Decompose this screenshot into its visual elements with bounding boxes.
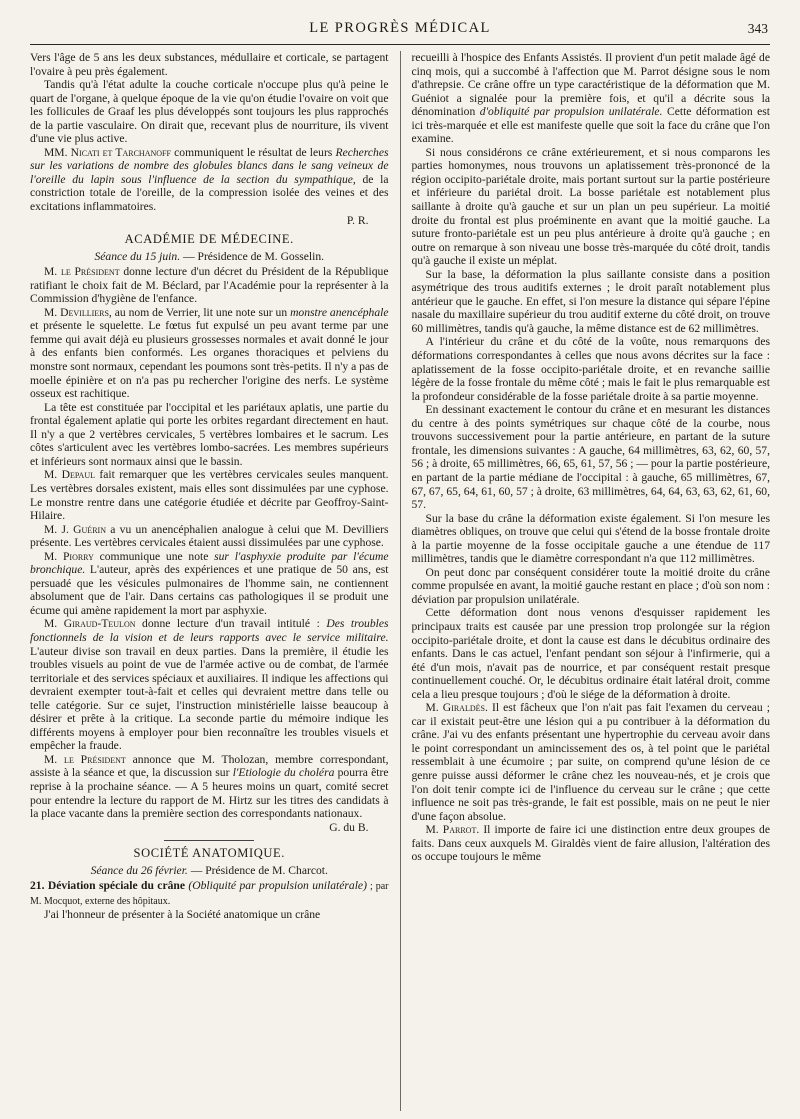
work-title: Recherches sur les variations de nombre des globules blancs dans le sang veineux de l'oreille du lapin sous l'influence de la section du sympathique, — [30, 145, 389, 186]
text: annonce que M. Tholozan, membre correspondant, assiste à la séance et que, la discussion sur — [30, 752, 389, 780]
speaker-name: M. le Président — [44, 752, 126, 766]
article-heading — [30, 879, 389, 908]
speaker-name: M. Giraldès. — [425, 701, 488, 715]
emphasis: d'obliquité par propulsion unilatérale. — [479, 105, 663, 119]
seance-date: Séance du 26 février. — [90, 863, 188, 877]
text: recueilli à l'hospice des Enfants Assistés. Il provient d'un petit malade âgé de cinq mois, qui a succombé à l'affection que M. Parrot désigne sous le nom d'athrepsie. Ce crâne offre un type caractéristique de la déformation que M. Guéniot a signalée pour la première fois, et qu'il a décrite sous la dénomination — [411, 51, 770, 119]
running-header — [30, 20, 770, 45]
page-number: 343 — [747, 21, 768, 36]
article-author: ; par M. Mocquot, externe des hôpitaux. — [30, 881, 389, 907]
text: L'auteur, après des expériences et une pratique de 50 ans, est persuadé que les vésicules pulmonaires de l'homme sain, ne contiennent absolument que de l'air. Dans certains cas pathologiques il se produit une écume qui amène rapidement la mort par asphyxie. — [30, 563, 389, 617]
paragraph — [30, 617, 389, 752]
speaker-name: M. Parrot. — [425, 823, 480, 837]
text: communiquent le résultat de leurs — [170, 145, 336, 159]
emphasis: l'Etiologie du choléra — [232, 766, 335, 780]
author-name: MM. Nicati et Tarchanoff — [44, 145, 171, 159]
paragraph: Si nous considérons ce crâne extérieurement, et si nous comparons les parties homonymes, nous trouvons un aplatissement très-prononcé de la région occipito-pariétale droite, mais portant surtout sur la partie postérieure et inférieure du pariétal droit. La bosse pariétale est notablement plus saillante à droite qu'à gauche et sur un plan un peu supérieur. La moitié droite du frontal est plus proéminente en avant que la moitié gauche. La suture fronto-pariétale est un peu plus antérieure à droite qu'à gauche ; en outre on remarque à son niveau une bosse très-marquée du côté droit, tandis qu'à gauche il existe un méplat. — [411, 145, 770, 268]
emphasis: monstre anencéphale — [290, 305, 389, 319]
text: et présente le squelette. Le fœtus fut expulsé un peu avant terme par une femme qui avait déjà eu plusieurs grossesses normales et avait donné le jour à des enfants bien conformés. Les organes thoraciques et pelviens du monstre sont normaux, cependant les poumons sont très-petits. Il n'y a pas de moelle épinière et on n'a pas pu rechercher l'origine des nerfs. Le système osseux est rachitique. — [30, 319, 389, 401]
text: donne lecture d'un travail intitulé : — [135, 617, 327, 631]
article-number-title: 21. Déviation spéciale du crâne — [30, 879, 185, 893]
paragraph — [30, 753, 389, 821]
emphasis: sur l'asphyxie produite par l'écume bronchique. — [30, 549, 389, 577]
section-title-academie: ACADÉMIE DE MÉDECINE. — [124, 232, 294, 247]
paragraph — [30, 306, 389, 401]
paragraph — [30, 146, 389, 214]
text-columns — [30, 51, 770, 1111]
journal-title: LE PROGRÈS MÉDICAL — [309, 20, 491, 36]
paragraph: On peut donc par conséquent considérer toute la moitié droite du crâne comme propulsée en avant, la moitié gauche restant en place ; d'où son nom : déviation par propulsion unilatérale. — [411, 565, 770, 606]
divider — [164, 840, 254, 841]
paragraph: Vers l'âge de 5 ans les deux substances, médullaire et corticale, se partagent l'ovaire à peu près également. — [30, 51, 389, 78]
paragraph — [412, 823, 771, 864]
paragraph: Cette déformation dont nous venons d'esquisser rapidement les principaux traits est causée par une pression trop prolongée sur la région occipito-pariétale droite, et dont la cause est dans le décubitus ordinaire des enfants. Dans le cas actuel, l'enfant pendant son séjour à l'infirmerie, qui a été d'un mois, n'avait pas de nourrice, et par conséquent restait presque continuellement couché. Or, le décubitus ordinaire était latéral droit, comme cela a lieu presque toujours ; d'où le siége de la déformation à droite. — [411, 606, 770, 701]
speaker-name: M. Devilliers, — [44, 305, 112, 319]
work-title: Des troubles fonctionnels de la vision et de leurs rapports avec le service militaire. — [30, 617, 389, 644]
text: Il importe de faire ici une distinction entre deux groupes de faits. Dans ceux auxquels M. Giraldès vient de faire allusion, l'altération des os occupe toujours le même — [411, 823, 770, 864]
paragraph: J'ai l'honneur de présenter à la Société anatomique un crâne — [44, 908, 321, 922]
text: donne lecture d'un décret du Président de la République ratifiant le choix fait de M. Béclard, par l'Académie pour la représenter à la Commission d'hygiène de l'enfance. — [30, 265, 389, 306]
section-title-societe: SOCIÉTÉ ANATOMIQUE. — [133, 846, 285, 861]
paragraph — [30, 550, 389, 618]
seance-line — [30, 250, 389, 264]
text: pourra être reprise à la prochaine séance. — A 5 heures moins un quart, comité secret pour entendre la lecture du rapport de M. Hirtz sur les titres des candidats à la place vacante dans la première section des correspondants nationaux. — [30, 766, 389, 821]
presidence: — Présidence de M. Gosselin. — [180, 249, 325, 263]
paragraph — [30, 523, 389, 550]
paragraph: Sur la base du crâne la déformation existe également. Si l'on mesure les diamètres obliques, on trouve que celui qui s'étend de la bosse frontale droite à la partie moyenne de la fosse occipitale gauche a une étendue de 117 millimètres, tandis que le diamètre correspondant n'a que 112 millimètres. — [411, 511, 770, 566]
presidence: — Présidence de M. Charcot. — [187, 863, 328, 877]
text: fait remarquer que les vertèbres cervicales seules manquent. Les vertèbres dorsales existent, mais elles sont dissimulées par une cyphose. Le monstre rentre dans une catégorie étudiée et décrite par Geoffroy-Saint-Hilaire. — [30, 468, 389, 523]
paragraph: Sur la base, la déformation la plus saillante consiste dans a position asymétrique des trous auditifs externes ; le droit paraît notablement plus antérieur que le gauche. En effet, si l'on mesure la distance qui sépare l'épine nasale du maxillaire supérieur du trou auditif externe du côté droit, on trouve 60 millimètres, tandis qu'à gauche, la même distance est de 62 millimètres. — [411, 267, 770, 335]
paragraph: En dessinant exactement le contour du crâne et en mesurant les distances du centre à des points symétriques sur chaque côté de la courbe, nous trouvons successivement pour la partie antérieure, en partant de la suture frontale, les dimensions suivantes : A gauche, 64 millimètres, 63, 62, 60, 57, 56 ; à droite, 65 millimètres, 66, 65, 61, 57, 56 ; — pour la partie postérieure, en partant de la partie médiane de l'occipital : à gauche, 65 millimètres, 67, 67, 67, 65, 64, 61, 60, 57 ; à droite, 63 millimètres, 64, 64, 63, 63, 62, 61, 60, 57. — [411, 403, 770, 512]
text: de la constriction totale de l'oreille, de la compression isolée des veines et des excitations inflammatoires. — [30, 172, 389, 214]
paragraph — [30, 265, 389, 306]
text: au nom de Verrier, lit une note sur un — [111, 305, 291, 319]
seance-date: Séance du 15 juin. — [94, 249, 181, 263]
paragraph: Tandis qu'à l'état adulte la couche corticale n'occupe plus qu'à peine le quart de l'organe, à quelque époque de la vie qu'on étudie l'ovaire on voit que les follicules de Graaf les plus développés sont toujours les plus rapprochés de la partie vasculaire. On dirait que, recevant plus de nourriture, ils vivent d'une vie plus active. — [30, 78, 389, 146]
text: Il est fâcheux que l'on n'ait pas fait l'examen du cerveau ; car il existait peut-être une lésion qui a pu contribuer à la déformation du crâne. J'ai vu des enfants présentant une hypertrophie du cerveau avoir dans le point correspondant un amincissement des os, à tel point que le pariétal ressemblait à une écumoire ; par suite, on comprend qu'une lésion de ce genre puisse aussi déformer le crâne chez les nouveau-nés, et je crois que l'on doit tenir compte ici de l'influence du cerveau sur le crâne ; que cette influence ne soit pas très-grande, le fait est possible, mais on ne peut le nier d'une façon absolue. — [411, 701, 770, 823]
speaker-name: M. Depaul — [44, 468, 95, 482]
paragraph: La tête est constituée par l'occipital et les pariétaux aplatis, une partie du frontal également aplatie qui porte les orbites regardant directement en haut. Il n'y a que 2 vertèbres cervicales, 5 vertèbres lombaires et le sacrum. Les côtes s'articulent avec les vertèbres lombo-sacrées. Les membres supérieurs et inférieurs sont normaux ainsi que le bassin. — [30, 400, 389, 468]
text: communique une note — [93, 549, 215, 563]
speaker-name: M. J. Guérin — [44, 522, 106, 536]
text: Cette déformation est ici très-marquée et elle est manifeste quelle que soit la face du crâne que l'on examine. — [411, 105, 770, 146]
right-column — [400, 51, 771, 1111]
signature: G. du B. — [329, 820, 369, 834]
paragraph — [412, 701, 771, 823]
left-column — [30, 51, 400, 1111]
paragraph — [30, 468, 389, 522]
signature: P. R. — [346, 213, 369, 227]
speaker-name: M. le Président — [44, 265, 120, 279]
paragraph: A l'intérieur du crâne et du côté de la voûte, nous remarquons des déformations correspondantes à celles que nous avons décrites sur la face : aplatissement de la fosse occipito-pariétale droite, et en revanche saillie légère de la fosse frontale du même côté ; mais le fait le plus remarquable est la profondeur considérable de la fosse pariétale droite à sa partie moyenne. — [411, 335, 770, 403]
article-subtitle: (Obliquité par propulsion unilatérale) — [185, 879, 367, 893]
paragraph — [412, 51, 771, 146]
speaker-name: M. Piorry — [44, 549, 94, 563]
speaker-name: M. Giraud-Teulon — [44, 617, 136, 631]
seance-line — [30, 864, 389, 878]
text: a vu un anencéphalien analogue à celui que M. Devilliers présente. Les vertèbres cervicales étaient aussi dissimulées par une cyphose. — [30, 522, 389, 550]
text: L'auteur divise son travail en deux parties. Dans la première, il étudie les troubles visuels au point de vue de l'armée active ou de combat, de l'armée territoriale et des services spéciaux et auxiliaires. Il indique les affections qui devraient exempter tout-à-fait et celles qui devraient mettre dans telle ou telle catégorie. Sur ce sujet, l'instruction ministérielle laisse beaucoup à désirer et prête à la critique. La seconde partie du mémoire indique les différents moyens à employer pour bien reconnaître les troubles visuels et empêcher la fraude. — [30, 644, 389, 753]
